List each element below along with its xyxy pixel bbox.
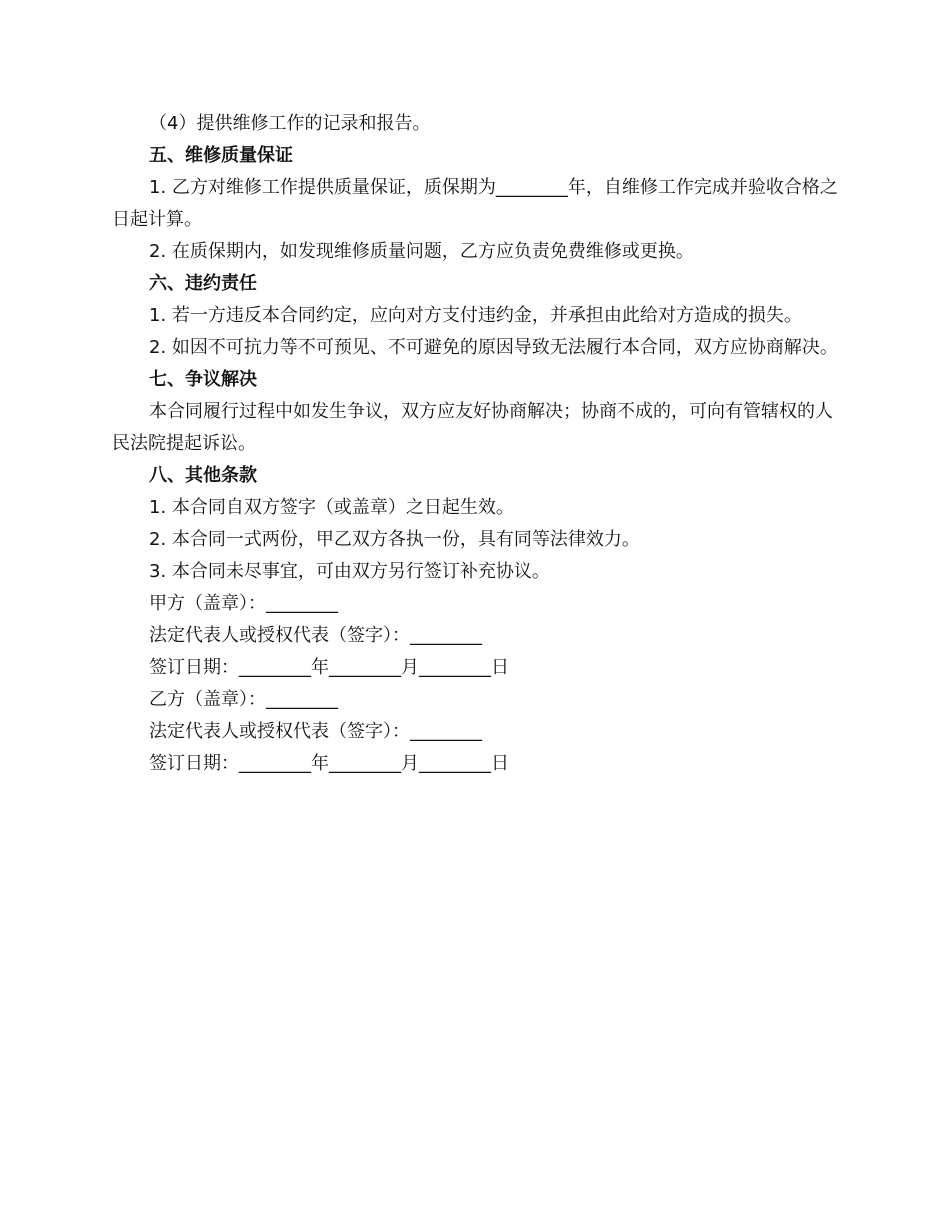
party-b-sign-date: 签订日期：________年________月________日 <box>149 753 509 774</box>
clause-4-4: （4）提供维修工作的记录和报告。 <box>149 113 431 134</box>
section-8-heading: 八、其他条款 <box>149 465 257 486</box>
party-b-seal: 乙方（盖章）：________ <box>149 689 338 710</box>
clause-7-text: 本合同履行过程中如发生争议，双方应友好协商解决；协商不成的，可向有管辖权的人民法院提起诉讼。 <box>112 401 833 454</box>
section-7-heading: 七、争议解决 <box>149 369 257 390</box>
document-page <box>112 108 842 780</box>
clause-5-2: 2. 在质保期内，如发现维修质量问题，乙方应负责免费维修或更换。 <box>149 241 694 262</box>
section-5-heading: 五、维修质量保证 <box>149 145 293 166</box>
clause-8-3: 3. 本合同未尽事宜，可由双方另行签订补充协议。 <box>149 561 550 582</box>
clause-6-2: 2. 如因不可抗力等不可预见、不可避免的原因导致无法履行本合同，双方应协商解决。 <box>149 337 838 358</box>
clause-8-2: 2. 本合同一式两份，甲乙双方各执一份，具有同等法律效力。 <box>149 529 640 550</box>
party-a-sign-date: 签订日期：________年________月________日 <box>149 657 509 678</box>
section-6-heading: 六、违约责任 <box>149 273 257 294</box>
clause-8-1: 1. 本合同自双方签字（或盖章）之日起生效。 <box>149 497 514 518</box>
party-a-seal: 甲方（盖章）：________ <box>149 593 338 614</box>
clause-6-1: 1. 若一方违反本合同约定，应向对方支付违约金，并承担由此给对方造成的损失。 <box>149 305 802 326</box>
party-b-representative: 法定代表人或授权代表（签字）：________ <box>149 721 482 742</box>
clause-5-1: 1. 乙方对维修工作提供质量保证，质保期为________年，自维修工作完成并验收合格之日起计算。 <box>112 177 838 230</box>
party-a-representative: 法定代表人或授权代表（签字）：________ <box>149 625 482 646</box>
